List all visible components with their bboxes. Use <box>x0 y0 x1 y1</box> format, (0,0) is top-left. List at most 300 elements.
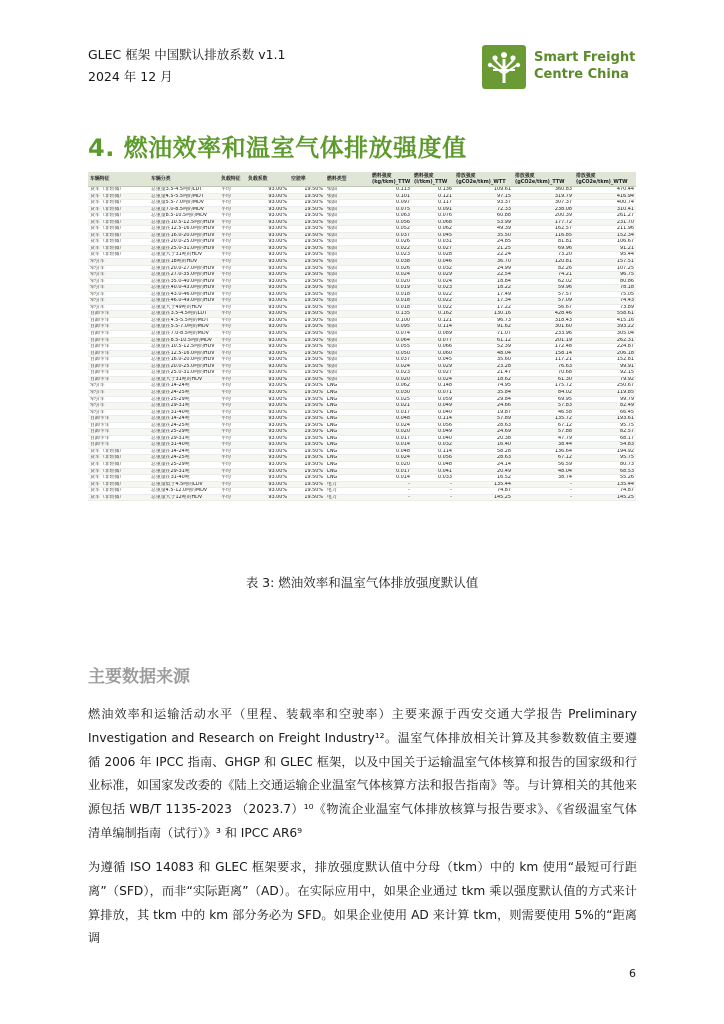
table-cell: 货车（非轻微） <box>88 206 149 213</box>
table-cell: 16.40 <box>454 442 513 449</box>
table-cell: 135.44 <box>574 481 636 488</box>
table-cell: 28.63 <box>454 422 513 429</box>
table-cell: 0.048 <box>370 416 412 423</box>
table-cell: 0.048 <box>370 448 412 455</box>
table-cell: 货车（非轻微） <box>88 461 149 468</box>
table-cell: 柴油 <box>325 193 370 200</box>
table-cell: 0.041 <box>412 468 454 475</box>
table-cell: 93.00% <box>246 363 289 370</box>
table-cell: 货车（非轻微） <box>88 200 149 207</box>
table-cell: 平均 <box>219 285 246 292</box>
table-cell: 177.72 <box>513 219 574 226</box>
table-cell: 平均 <box>219 455 246 462</box>
table-cell: - <box>370 494 412 501</box>
table-cell: 总重量在29-31吨 <box>149 435 219 442</box>
logo-text <box>534 49 635 83</box>
table-cell: 82.49 <box>574 403 636 410</box>
table-cell: 0.097 <box>370 200 412 207</box>
table-cell: 93.00% <box>246 435 289 442</box>
table-cell: LNG <box>325 435 370 442</box>
table-cell: 18.84 <box>454 278 513 285</box>
table-cell: 95.75 <box>574 455 636 462</box>
table-cell: 99.91 <box>574 363 636 370</box>
table-cell: 152.34 <box>574 232 636 239</box>
table-cell: 172.48 <box>513 344 574 351</box>
table-cell: LNG <box>325 403 370 410</box>
table-cell: 柴油 <box>325 357 370 364</box>
table-cell: 49.39 <box>454 226 513 233</box>
table-cell: 总重量在14-24吨 <box>149 448 219 455</box>
table-cell: 0.022 <box>370 245 412 252</box>
column-header: 车辆分类 <box>149 172 219 187</box>
table-cell: 109.61 <box>454 187 513 194</box>
table-cell: 自卸卡车 <box>88 350 149 357</box>
table-cell: 72.33 <box>454 206 513 213</box>
table-cell: 平均 <box>219 481 246 488</box>
table-cell: 35.84 <box>454 389 513 396</box>
table-cell: 19.50% <box>289 219 325 226</box>
table-cell: 66.45 <box>574 409 636 416</box>
table-cell: 93.00% <box>246 245 289 252</box>
table-cell: 总重量在8.5-10.5吨的MDV <box>149 337 219 344</box>
table-cell: 224.87 <box>574 344 636 351</box>
table-cell: 0.095 <box>370 324 412 331</box>
table-cell: 22.54 <box>454 272 513 279</box>
table-cell: 93.00% <box>246 475 289 482</box>
table-cell: 0.068 <box>412 219 454 226</box>
table-cell: 35.50 <box>454 232 513 239</box>
subsection-title: 主要数据来源 <box>88 667 190 687</box>
tree-logo-icon <box>482 45 526 89</box>
table-cell: 总重量在31-40吨 <box>149 409 219 416</box>
table-cell: 平均 <box>219 442 246 449</box>
table-cell: 柴油 <box>325 265 370 272</box>
table-cell: 318.43 <box>513 317 574 324</box>
table-cell: 68.53 <box>574 468 636 475</box>
table-cell: 116.85 <box>513 232 574 239</box>
table-cell: 93.00% <box>246 461 289 468</box>
table-cell: 货车（非轻微） <box>88 252 149 259</box>
table-cell: 0.060 <box>412 350 454 357</box>
table-cell: 柴油 <box>325 226 370 233</box>
table-cell: 总重量在4.5-5.5吨的MDT <box>149 317 219 324</box>
table-cell: 29.84 <box>454 396 513 403</box>
table-cell: 自卸卡车 <box>88 363 149 370</box>
table-cell: 158.14 <box>513 350 574 357</box>
table-cell: 19.50% <box>289 226 325 233</box>
table-cell: 0.121 <box>412 193 454 200</box>
table-cell: 93.00% <box>246 187 289 194</box>
table-cell: 93.00% <box>246 442 289 449</box>
table-cell: 80.73 <box>574 461 636 468</box>
table-cell: 总重量大于31吨的HDV <box>149 252 219 259</box>
column-header: 负载特征 <box>219 172 246 187</box>
table-cell: 0.114 <box>412 324 454 331</box>
table-cell: 平均 <box>219 448 246 455</box>
table-cell: 59.96 <box>513 285 574 292</box>
table-cell: 57.88 <box>513 429 574 436</box>
table-cell: 58.28 <box>454 448 513 455</box>
table-cell: 总重量在24-25吨 <box>149 455 219 462</box>
table-cell: 柴油 <box>325 213 370 220</box>
table-cell: 19.50% <box>289 259 325 266</box>
table-cell: 平均 <box>219 206 246 213</box>
table-cell: 0.113 <box>370 187 412 194</box>
table-cell: 0.020 <box>370 461 412 468</box>
table-cell: 19.50% <box>289 370 325 377</box>
table-cell: 0.017 <box>370 468 412 475</box>
table-cell: 135.72 <box>513 416 574 423</box>
table-cell: 22.24 <box>454 252 513 259</box>
table-cell: 柴油 <box>325 219 370 226</box>
table-cell: 平均 <box>219 337 246 344</box>
table-cell: 总重量在25-29吨 <box>149 429 219 436</box>
table-cell: 93.00% <box>246 344 289 351</box>
table-cell: 0.017 <box>370 435 412 442</box>
table-cell: 0.020 <box>370 376 412 383</box>
table-cell: 平均 <box>219 357 246 364</box>
table-cell: 总重量在31-40吨 <box>149 475 219 482</box>
table-cell: 107.25 <box>574 265 636 272</box>
table-cell: 36.70 <box>454 259 513 266</box>
table-cell: 柴油 <box>325 259 370 266</box>
table-cell: 柴油 <box>325 317 370 324</box>
table-cell: 93.00% <box>246 468 289 475</box>
table-cell: 货车（非轻微） <box>88 448 149 455</box>
table-cell: 76.63 <box>513 363 574 370</box>
table-cell: 平均 <box>219 429 246 436</box>
table-cell: 0.022 <box>412 304 454 311</box>
emission-intensity-table <box>88 172 636 501</box>
table-cell: 0.121 <box>412 317 454 324</box>
table-cell: 总重量在12.5-16.0吨的HDV <box>149 226 219 233</box>
table-cell: 柴油 <box>325 337 370 344</box>
table-cell: 总重量在40.0-43.0吨的HDV <box>149 285 219 292</box>
table-cell: 0.064 <box>370 337 412 344</box>
table-cell: 93.00% <box>246 278 289 285</box>
table-cell: 238.08 <box>513 206 574 213</box>
table-cell: 自卸卡车 <box>88 435 149 442</box>
table-cell: 17.49 <box>454 291 513 298</box>
table-cell: 电力 <box>325 488 370 495</box>
table-cell: 0.040 <box>412 435 454 442</box>
table-cell: 0.114 <box>412 416 454 423</box>
table-cell: 74.87 <box>454 488 513 495</box>
table-cell: 平均 <box>219 252 246 259</box>
table-cell: 货车（非轻微） <box>88 245 149 252</box>
table-cell: 428.46 <box>513 311 574 318</box>
table-cell: 57.89 <box>454 416 513 423</box>
table-cell: 233.96 <box>513 331 574 338</box>
table-cell: 24.99 <box>454 265 513 272</box>
table-cell: 19.87 <box>454 409 513 416</box>
table-cell: 55.26 <box>574 475 636 482</box>
table-cell: 柴油 <box>325 187 370 194</box>
table-cell: 0.014 <box>370 442 412 449</box>
table-cell: 自卸卡车 <box>88 357 149 364</box>
table-cell: 69.95 <box>513 396 574 403</box>
table-cell: 93.37 <box>454 200 513 207</box>
table-cell: 0.030 <box>370 389 412 396</box>
table-cell: 93.00% <box>246 409 289 416</box>
table-cell: 平均 <box>219 265 246 272</box>
paragraph: 为遵循 ISO 14083 和 GLEC 框架要求，排放强度默认值中分母（tkm）中的 km 使用“最短可行距离”（SFD），而非“实际距离”（AD）。在实际应用中，如果企业通过 tkm 乘以强度默认值的方式来计算排放，其 tkm 中的 km 部分务必为 SFD。如果企业使用 AD 来计算 tkm，则需要使用 5%的“距离调 <box>88 860 637 946</box>
table-cell: LNG <box>325 396 370 403</box>
table-cell: 0.025 <box>370 396 412 403</box>
table-cell: 206.18 <box>574 350 636 357</box>
table-cell: 250.67 <box>574 383 636 390</box>
table-cell: 总重量在18吨的HDV <box>149 259 219 266</box>
table-cell: 0.045 <box>412 232 454 239</box>
column-header: 燃料强度 (l/tkm)_TTW <box>412 172 454 187</box>
table-row <box>88 494 636 501</box>
table-cell: 0.135 <box>370 311 412 318</box>
table-cell: 194.92 <box>574 448 636 455</box>
table-cell: 19.50% <box>289 448 325 455</box>
table-cell: 总重量在25-29吨 <box>149 396 219 403</box>
table-cell: 0.056 <box>370 219 412 226</box>
table-cell: 平均 <box>219 422 246 429</box>
table-header-row <box>88 172 636 187</box>
table-cell: 19.50% <box>289 206 325 213</box>
table-cell: 平均 <box>219 272 246 279</box>
table-cell: 柴油 <box>325 278 370 285</box>
table-cell: 总重量在16.0-20.0吨的HDV <box>149 357 219 364</box>
table-cell: 19.50% <box>289 435 325 442</box>
column-header: 排放强度 (gCO2e/tkm)_WTW <box>574 172 636 187</box>
table-cell: 0.075 <box>370 206 412 213</box>
table-cell: 0.024 <box>370 422 412 429</box>
table-cell: 262.31 <box>574 337 636 344</box>
table-cell: 48.04 <box>513 468 574 475</box>
table-cell: 75.05 <box>574 291 636 298</box>
table-cell: 415.16 <box>574 317 636 324</box>
table-cell: 307.37 <box>513 200 574 207</box>
table-cell: 平均 <box>219 468 246 475</box>
table-cell: 93.00% <box>246 206 289 213</box>
table-cell: 57.57 <box>513 291 574 298</box>
table-cell: 19.50% <box>289 311 325 318</box>
table-cell: 18.22 <box>454 285 513 292</box>
table-cell: 0.049 <box>412 429 454 436</box>
column-header: 车辆特征 <box>88 172 149 187</box>
table-cell: 平均 <box>219 298 246 305</box>
table-cell: 56.59 <box>513 461 574 468</box>
table-cell: 柴油 <box>325 370 370 377</box>
table-cell: 0.076 <box>412 213 454 220</box>
table-cell: 93.00% <box>246 396 289 403</box>
table-cell: 自卸卡车 <box>88 370 149 377</box>
table-cell: 柴油 <box>325 272 370 279</box>
table-cell: 28.63 <box>454 455 513 462</box>
table-cell: 305.04 <box>574 331 636 338</box>
table-body <box>88 187 636 501</box>
table-cell: 19.50% <box>289 396 325 403</box>
table-cell: 货车（非轻微） <box>88 219 149 226</box>
table-cell: 61.12 <box>454 337 513 344</box>
table-cell: 0.024 <box>412 278 454 285</box>
table-cell: 261.27 <box>574 213 636 220</box>
table-cell: 总重量在20.0-25.0吨的HDV <box>149 363 219 370</box>
table-cell: 总重量在25-29吨 <box>149 461 219 468</box>
table-cell: 93.00% <box>246 494 289 501</box>
table-cell: LNG <box>325 429 370 436</box>
table-cell: 56.67 <box>513 304 574 311</box>
table-cell: 柴油 <box>325 245 370 252</box>
table-cell: 0.020 <box>370 278 412 285</box>
table-cell: 货车（非轻微） <box>88 193 149 200</box>
table-cell: - <box>412 488 454 495</box>
table-cell: 牵引车 <box>88 304 149 311</box>
table-cell: 牵引车 <box>88 285 149 292</box>
paragraph: 燃油效率和运输活动水平（里程、装载率和空驶率）主要来源于西安交通大学报告 Preliminary Investigation and Research on Freight Industry¹²。温室气体排放相关计算及其参数数值主要遵循 2006 年 IPCC 指南、GHGP 和 GLEC 框架，以及中国关于运输温室气体核算和报告的国家级和行业标准，如国家发改委的《陆上交通运输企业温室气体核算方法和报告指南》等。与计算相关的其他来源包括 WB/T 1135-2023 （2023.7）¹⁰《物流企业温室气体排放核算与报告要求》、《省级温室气体清单编制指南（试行）》³ 和 IPCC AR6⁹ <box>88 707 637 840</box>
table-cell: 69.96 <box>513 245 574 252</box>
table-cell: 0.031 <box>412 239 454 246</box>
table-cell: 93.00% <box>246 259 289 266</box>
table-cell: 0.101 <box>370 193 412 200</box>
table-cell: 93.00% <box>246 357 289 364</box>
table-cell: 93.00% <box>246 219 289 226</box>
table-cell: 总重量大于31吨的HDV <box>149 376 219 383</box>
table-cell: 82.26 <box>513 265 574 272</box>
table-cell: 牵引车 <box>88 409 149 416</box>
table-cell: 0.032 <box>412 442 454 449</box>
table-cell: 19.50% <box>289 213 325 220</box>
table-cell: 93.00% <box>246 429 289 436</box>
table-cell: 416.94 <box>574 193 636 200</box>
table-cell: 0.018 <box>370 298 412 305</box>
table-cell: 93.00% <box>246 324 289 331</box>
table-cell: 柴油 <box>325 376 370 383</box>
column-header: 燃料强度 (kg/tkm)_TTW <box>372 173 411 185</box>
table-cell: 0.024 <box>370 455 412 462</box>
table-cell: 总重量在10.5-12.5吨的HDV <box>149 219 219 226</box>
table-cell: 93.00% <box>246 403 289 410</box>
table-cell: 总重量在10.5-12.5吨的HDV <box>149 344 219 351</box>
table-cell: 74.21 <box>513 272 574 279</box>
table-cell: 牵引车 <box>88 389 149 396</box>
table-cell: 93.00% <box>246 455 289 462</box>
table-cell: 0.062 <box>370 383 412 390</box>
table-cell: 0.071 <box>412 389 454 396</box>
table-cell: 91.62 <box>454 324 513 331</box>
table-cell: 19.50% <box>289 317 325 324</box>
table-cell: 货车（非轻微） <box>88 455 149 462</box>
table-cell: 0.027 <box>412 245 454 252</box>
table-cell: 0.062 <box>412 226 454 233</box>
table-cell: 柴油 <box>325 344 370 351</box>
table-cell: 柴油 <box>325 363 370 370</box>
table-cell: 19.50% <box>289 239 325 246</box>
table-cell: 牵引车 <box>88 278 149 285</box>
table-cell: 平均 <box>219 193 246 200</box>
table-cell: 23.28 <box>454 363 513 370</box>
table-cell: 54.83 <box>574 442 636 449</box>
table-cell: 平均 <box>219 350 246 357</box>
table-cell: 平均 <box>219 363 246 370</box>
table-cell: 35.60 <box>454 357 513 364</box>
table-cell: 47.79 <box>513 435 574 442</box>
table-cell: 柴油 <box>325 285 370 292</box>
table-cell: 平均 <box>219 370 246 377</box>
table-cell: 平均 <box>219 219 246 226</box>
table-cell: 93.00% <box>246 481 289 488</box>
table-cell: 60.88 <box>454 213 513 220</box>
table-cell: 总重量在3.5-4.5吨的LDT <box>149 311 219 318</box>
table-cell: 总重量在14-24吨 <box>149 416 219 423</box>
table-cell: 93.00% <box>246 448 289 455</box>
table-cell: 柴油 <box>325 324 370 331</box>
table-cell: 0.037 <box>370 232 412 239</box>
table-cell: 平均 <box>219 226 246 233</box>
column-header: 负载系数 <box>246 172 289 187</box>
table-cell: 牵引车 <box>88 383 149 390</box>
table-cell: 152.81 <box>574 357 636 364</box>
table-cell: 0.022 <box>412 291 454 298</box>
table-cell: 总重量大于49吨的HDV <box>149 304 219 311</box>
table-cell: 93.00% <box>246 304 289 311</box>
table-cell: 柴油 <box>325 291 370 298</box>
table-cell: 牵引车 <box>88 396 149 403</box>
table-cell: 0.100 <box>370 317 412 324</box>
table-cell: 货车（非轻微） <box>88 494 149 501</box>
table-cell: 19.50% <box>289 376 325 383</box>
table-cell: 19.50% <box>289 252 325 259</box>
table-cell: 0.162 <box>412 311 454 318</box>
table-cell: 162.57 <box>513 226 574 233</box>
table-cell: 货车（非轻微） <box>88 226 149 233</box>
table-cell: 19.50% <box>289 481 325 488</box>
table-cell: 68.17 <box>574 435 636 442</box>
table-cell: 19.50% <box>289 344 325 351</box>
table-cell: 73.89 <box>574 304 636 311</box>
table-cell: 17.34 <box>454 298 513 305</box>
doc-title: GLEC 框架 中国默认排放系数 v1.1 <box>88 47 286 62</box>
table-cell: 20.49 <box>454 468 513 475</box>
table-cell: 0.017 <box>370 409 412 416</box>
table-cell: 71.07 <box>454 331 513 338</box>
table-cell: 93.00% <box>246 252 289 259</box>
table-cell: 52.39 <box>454 344 513 351</box>
table-cell: 93.00% <box>246 193 289 200</box>
table-cell: 0.056 <box>412 455 454 462</box>
table-cell: 0.018 <box>370 304 412 311</box>
table-cell: 自卸卡车 <box>88 337 149 344</box>
table-cell: 93.00% <box>246 239 289 246</box>
table-cell: 0.024 <box>412 376 454 383</box>
table-caption: 表 3: 燃油效率和温室气体排放强度默认值 <box>245 575 479 590</box>
table-cell: 38.44 <box>513 442 574 449</box>
table-cell: 货车（非轻微） <box>88 232 149 239</box>
table-cell: 70.68 <box>513 370 574 377</box>
table-cell: 81.81 <box>513 239 574 246</box>
table-cell: 总重量大于12吨的HDV <box>149 494 219 501</box>
table-cell: 19.50% <box>289 461 325 468</box>
table-cell: LNG <box>325 442 370 449</box>
table-cell: 301.60 <box>513 324 574 331</box>
table-cell: 93.00% <box>246 370 289 377</box>
table-cell: 0.059 <box>412 396 454 403</box>
table-cell: 0.022 <box>412 298 454 305</box>
table-cell: 总重量在16.0-20.0吨的HDV <box>149 232 219 239</box>
table-cell: 总重量在29-31吨 <box>149 468 219 475</box>
table-cell: 18.62 <box>454 376 513 383</box>
table-cell: 120.81 <box>513 259 574 266</box>
table-cell: 360.83 <box>513 187 574 194</box>
table-cell: 0.049 <box>412 403 454 410</box>
table-cell: 平均 <box>219 317 246 324</box>
table-cell: 93.00% <box>246 311 289 318</box>
